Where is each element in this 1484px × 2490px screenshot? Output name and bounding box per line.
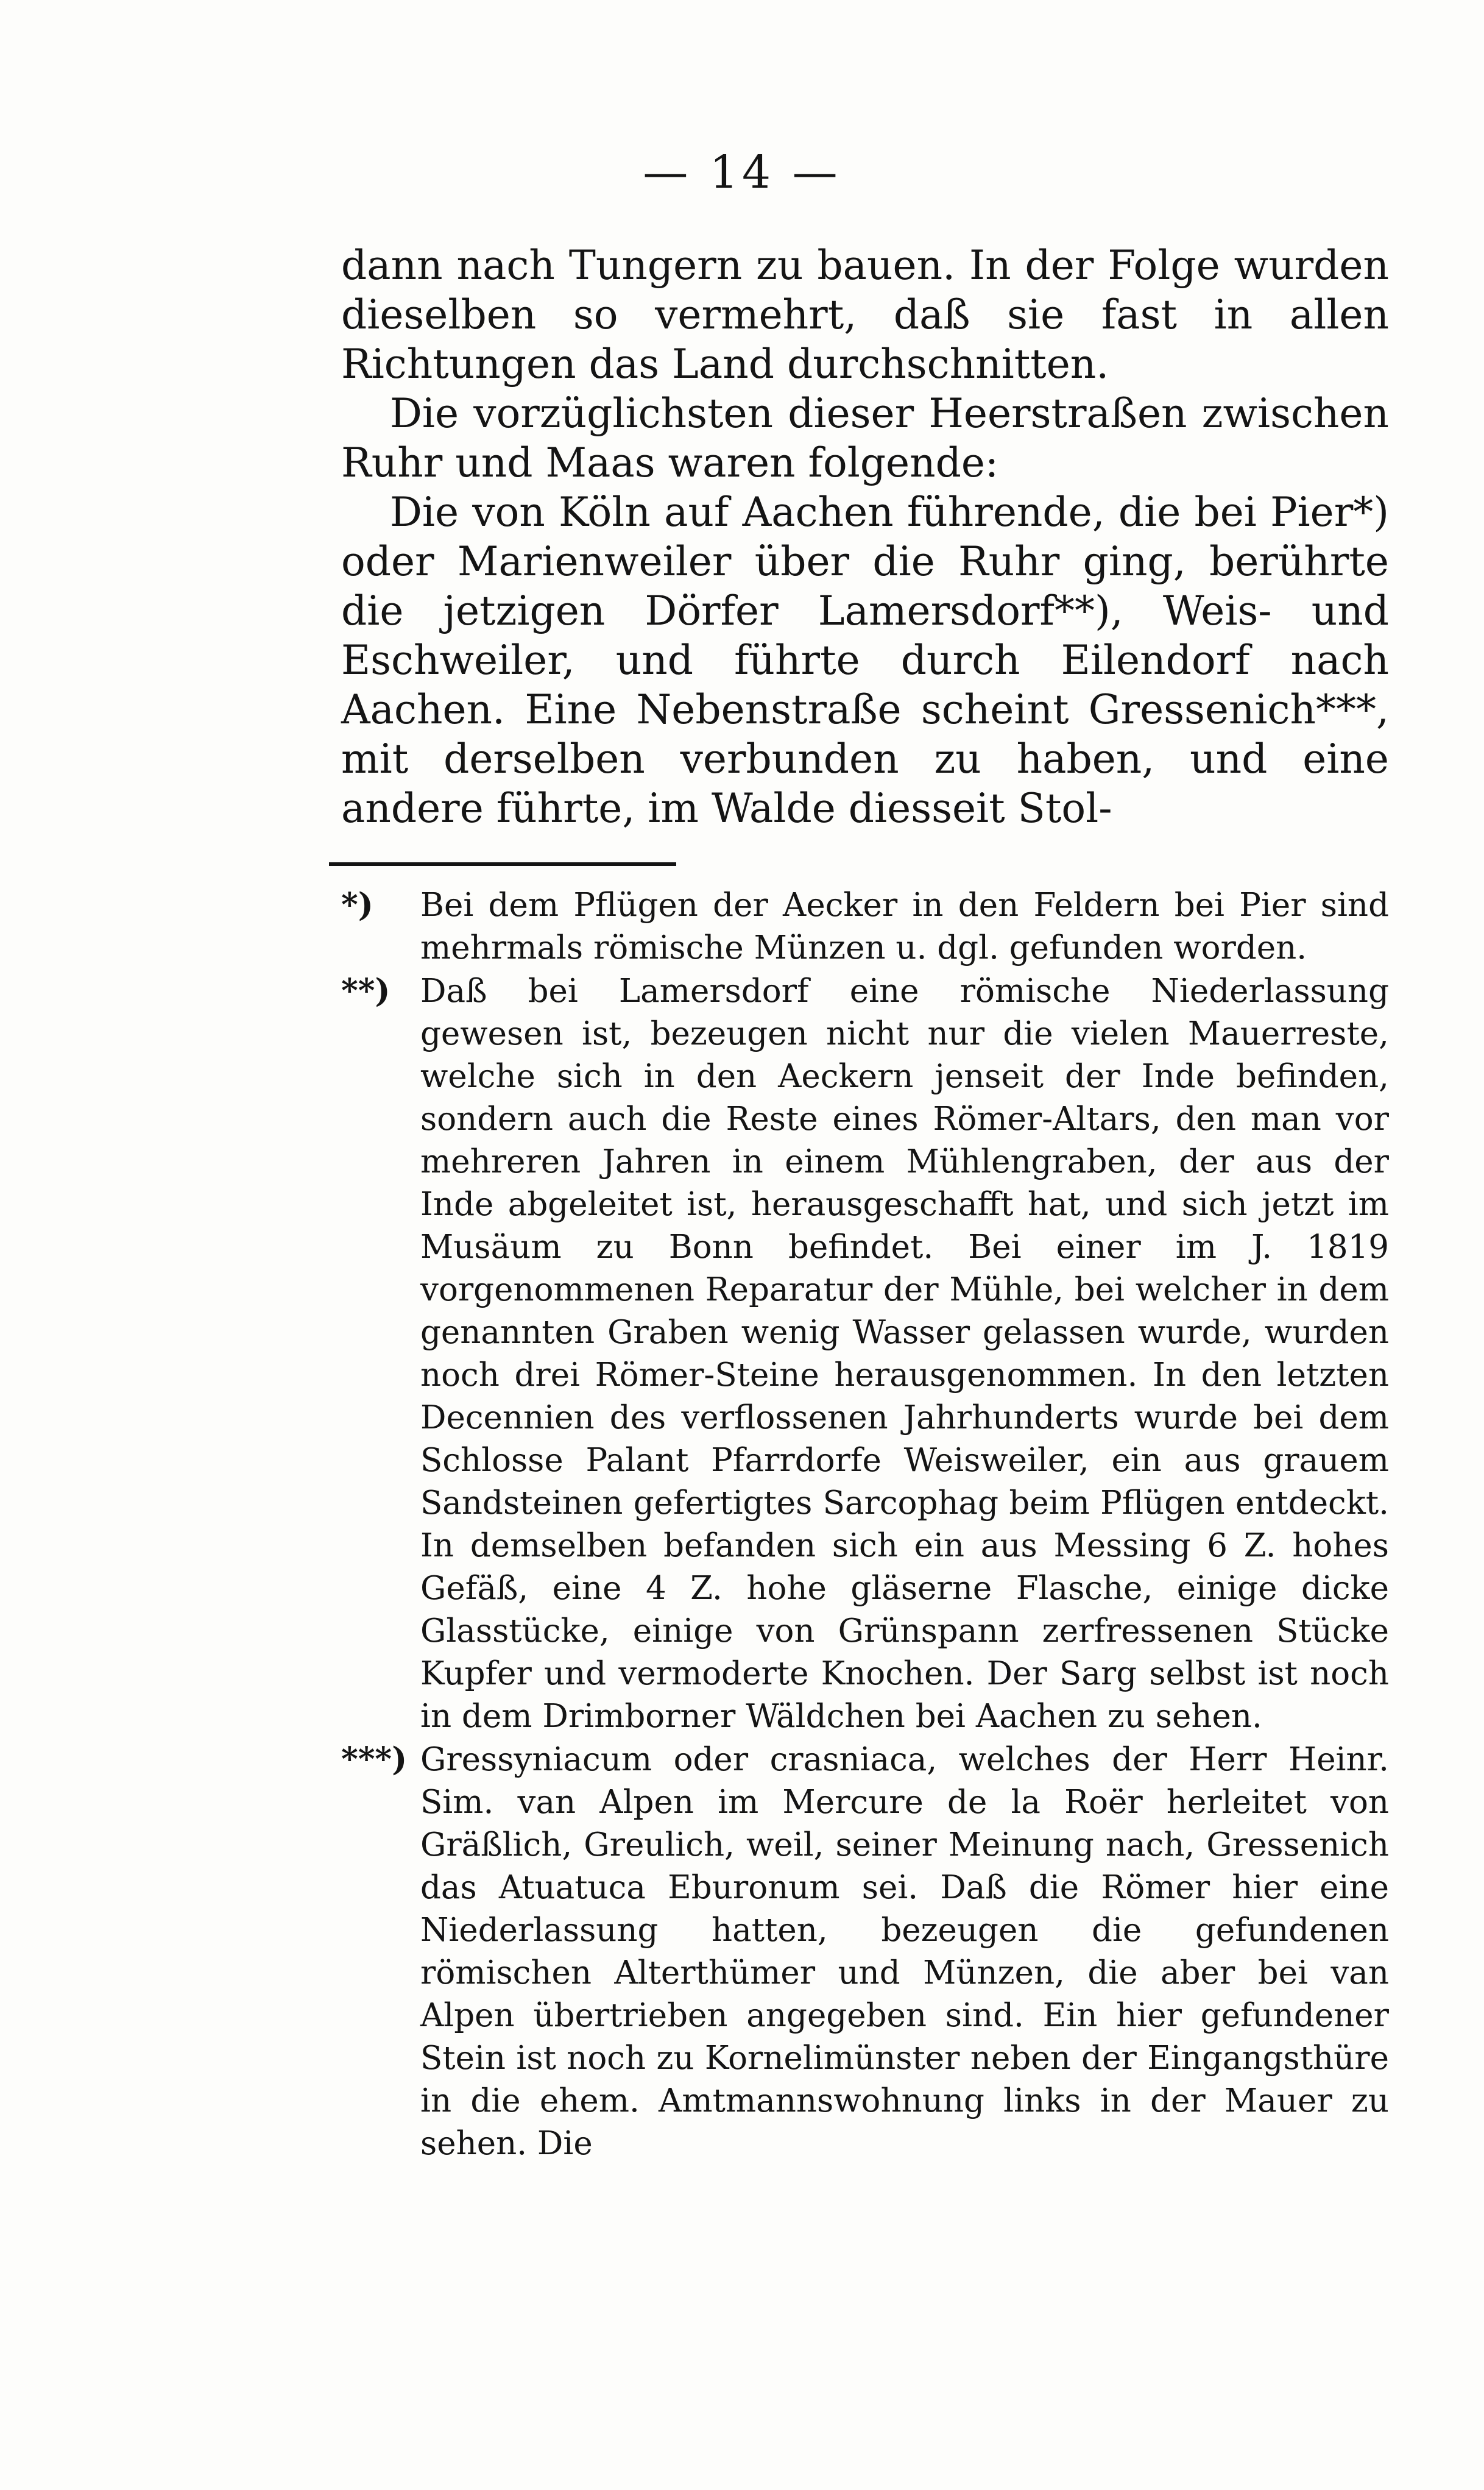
footnote-text: Gressyniacum oder crasniaca, welches der Herr Heinr. Sim. van Alpen im Mercure de la Roër herleitet von Gräßlich, Greulich, weil, seiner Meinung nach, Gressenich das Atuatuca Eburonum sei. Daß die Römer hier eine Niederlassung hatten, bezeugen die gefundenen römischen Alterthümer und Münzen, die aber bei van Alpen übertrieben angegeben sind. Ein hier gefundener Stein ist noch zu Kornelimünster neben der Eingangsthüre in die ehem. Amtmannswohnung links in der Mauer zu sehen. Die <box>420 1741 1389 2162</box>
page-number: — 14 — <box>643 146 841 199</box>
footnote-divider <box>329 862 676 866</box>
footnote-marker: **) <box>341 972 390 1010</box>
footnote <box>341 1738 1389 2165</box>
footnote-text: Daß bei Lamersdorf eine römische Niederlassung gewesen ist, bezeugen nicht nur die vielen Mauerreste, welche sich in den Aeckern jenseit der Inde befinden, sondern auch die Reste eines Römer-Altars, den man vor mehreren Jahren in einem Mühlengraben, der aus der Inde abgeleitet ist, herausgeschafft hat, und sich jetzt im Musäum zu Bonn befindet. Bei einer im J. 1819 vorgenommenen Reparatur der Mühle, bei welcher in dem genannten Graben wenig Wasser gelassen wurde, wurden noch drei Römer-Steine herausgenommen. In den letzten Decennien des verflossenen Jahrhunderts wurde bei dem Schlosse Palant Pfarrdorfe Weisweiler, ein aus grauem Sandsteinen gefertigtes Sarcophag beim Pflügen entdeckt. In demselben befanden sich ein aus Messing 6 Z. hohes Gefäß, eine 4 Z. hohe gläserne Flasche, einige dicke Glasstücke, einige von Grünspann zerfressenen Stücke Kupfer und vermoderte Knochen. Der Sarg selbst ist noch in dem Drimborner Wäldchen bei Aachen zu sehen. <box>420 973 1389 1735</box>
footnotes-block <box>341 884 1389 2165</box>
main-text-block <box>341 241 1389 833</box>
footnote <box>341 970 1389 1738</box>
footnote <box>341 884 1389 970</box>
paragraph: Die vorzüglichsten dieser Heerstraßen zwischen Ruhr und Maas waren folgende: <box>341 390 1389 486</box>
footnote-text: Bei dem Pflügen der Aecker in den Feldern bei Pier sind mehrmals römische Münzen u. dgl. gefunden worden. <box>420 887 1389 967</box>
footnote-marker: *) <box>341 886 373 924</box>
paragraph: Die von Köln auf Aachen führende, die bei Pier*) oder Marienweiler über die Ruhr ging, berührte die jetzigen Dörfer Lamersdorf**), Weis- und Eschweiler, und führte durch Eilendorf nach Aachen. Eine Nebenstraße scheint Gressenich***, mit derselben verbunden zu haben, und eine andere führte, im Walde diesseit Stol- <box>341 489 1389 832</box>
paragraph: dann nach Tungern zu bauen. In der Folge wurden dieselben so vermehrt, daß sie fast in allen Richtungen das Land durchschnitten. <box>341 242 1389 388</box>
footnote-marker: ***) <box>341 1740 408 1778</box>
